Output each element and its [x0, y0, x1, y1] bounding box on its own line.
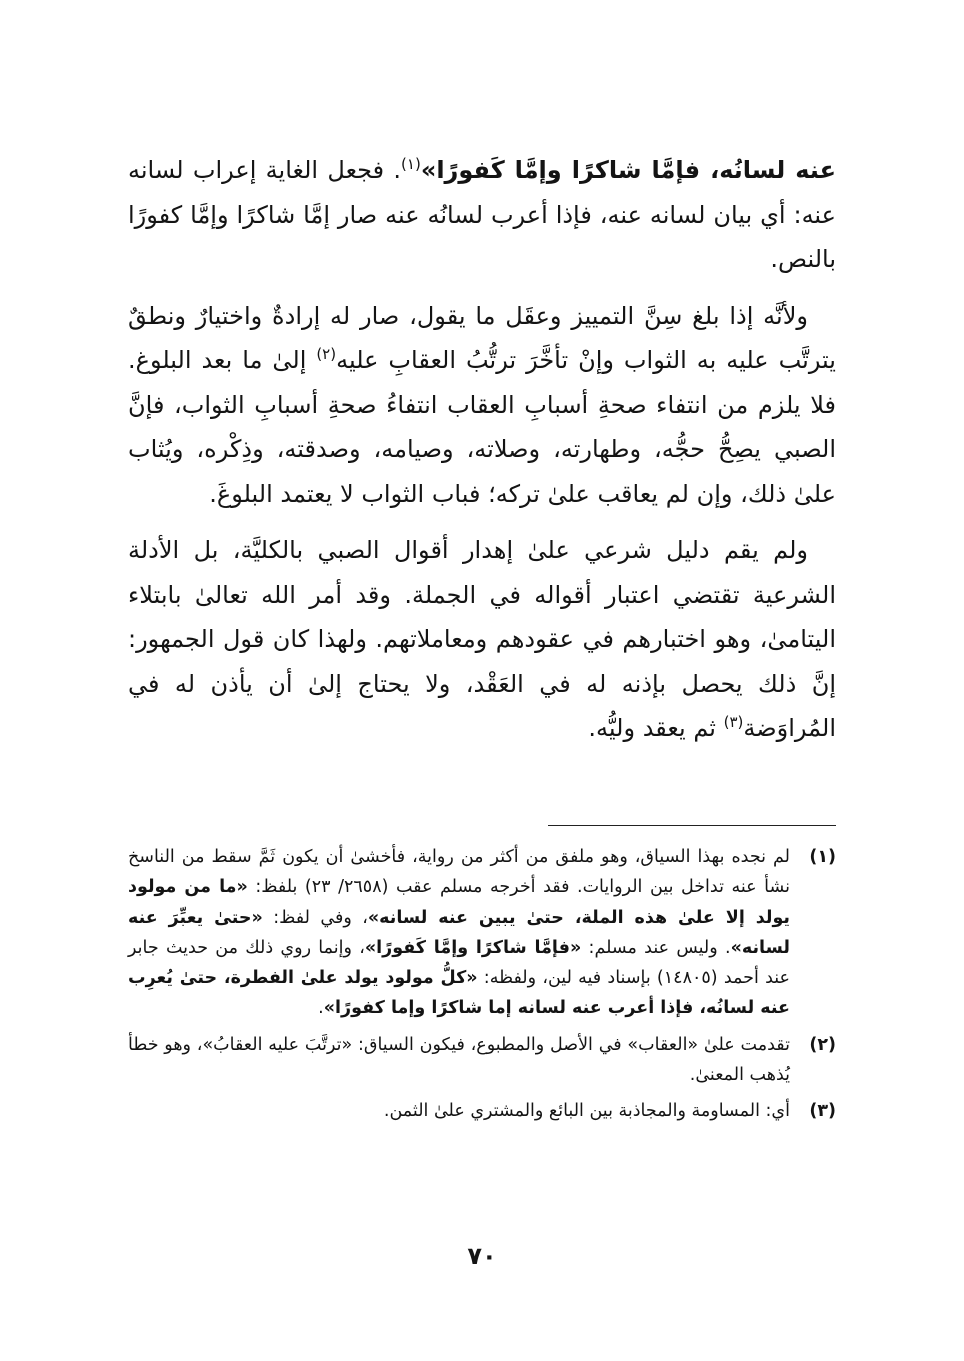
footnote-divider: [548, 825, 836, 826]
footnote-ref-3[interactable]: (٣): [723, 713, 744, 731]
quote-bold: عنه لسانُه، فإمَّا شاكرًا وإمَّا كَفورًا»: [420, 156, 836, 184]
footnote-1: [128, 842, 836, 1024]
footnote-2: [128, 1030, 836, 1091]
footnote-number: (٣): [809, 1101, 836, 1122]
paragraph-1-text: . فجعل الغاية إعراب لسانه عنه: أي بيان لسانه عنه، فإذا أعرب لسانُه عنه صار إمَّا شاكرًا وإمَّا كفورًا بالنص.: [128, 156, 836, 273]
footnote-text: تقدمت علىٰ «العقاب» في الأصل والمطبوع، فيكون السياق: «ترتَّبَ عليه العقابُ»، وهو خطأ يُذهب المعنىٰ.: [128, 1034, 790, 1086]
footnote-3: [128, 1096, 836, 1126]
paragraph-2-text-a: ولأنَّه إذا بلغ سِنَّ التمييز وعقَل ما يقول، صار له إرادةٌ واختيارٌ ونطقٌ يترتَّب عليه به الثواب وإنْ تأخَّرَ ترتُّبُ العقابِ عليه: [128, 301, 836, 374]
paragraph-2: [128, 294, 836, 517]
footnote-number: (١): [809, 847, 836, 867]
main-text: [128, 148, 836, 763]
page-number: ٧٠: [467, 1242, 497, 1270]
footnote-number: (٢): [809, 1034, 836, 1055]
paragraph-3: [128, 528, 836, 751]
footnote-text: أي: المساومة والمجاذبة بين البائع والمشتري علىٰ الثمن.: [383, 1101, 790, 1122]
footnote-text: لم نجده بهذا السياق، وهو ملفق من أكثر من رواية، فأخشىٰ أن يكون ثَمَّ سقط من الناسخ نشأ عنه تداخل بين الروايات. فقد أخرجه مسلم عقب (٢٦٥٨/ ٢٣) بلفظ: «ما من مولود يولد إلا علىٰ هذه الملة، حتىٰ يبين عنه لسانه»، وفي لفظ: «حتىٰ يعبِّرَ عنه لسانه». وليس عند مسلم: «فإمَّا شاكرًا وإمَّا كَفورًا»، وإنما روي ذلك من حديث جابر عند أحمد (١٤٨٠٥) بإسناد فيه لين، ولفظه: «كلُّ مولود يولد علىٰ الفطرة، حتىٰ يُعرِب عنه لسانُه، فإذا أعرب عنه لسانه إما شاكرًا وإما كفورًا».: [128, 847, 791, 1019]
footnote-ref-1[interactable]: (١): [401, 155, 421, 173]
paragraph-2-text-b: إلىٰ ما بعد البلوغ. فلا يلزم من انتفاء صحةِ أسبابِ العقاب انتفاءُ صحةِ أسبابِ الثواب، فإنَّ الصبي يصِحُّ حجُّه، وطهارته، وصلاته، وصيامه، وصدقته، وذِكْره، ويُثاب علىٰ ذلك، وإن لم يعاقب علىٰ تركه؛ فباب الثواب لا يعتمد البلوغَ.: [128, 346, 836, 508]
footnotes: [128, 842, 836, 1133]
paragraph-3-text-b: ثم يعقد وليُّه.: [588, 714, 724, 742]
footnote-ref-2[interactable]: (٢): [316, 345, 337, 363]
paragraph-3-text-a: ولم يقم دليل شرعي علىٰ إهدار أقوال الصبي بالكليَّة، بل الأدلة الشرعية تقتضي اعتبار أقواله في الجملة. وقد أمر الله تعالىٰ بابتلاء اليتامىٰ، وهو اختبارهم في عقودهم ومعاملاتهم. ولهذا كان قول الجمهور: إنَّ ذلك يحصل بإذنه له في العَقْد، ولا يحتاج إلىٰ أن يأذن له في المُراوَضة: [128, 536, 836, 742]
paragraph-1: [128, 148, 836, 282]
